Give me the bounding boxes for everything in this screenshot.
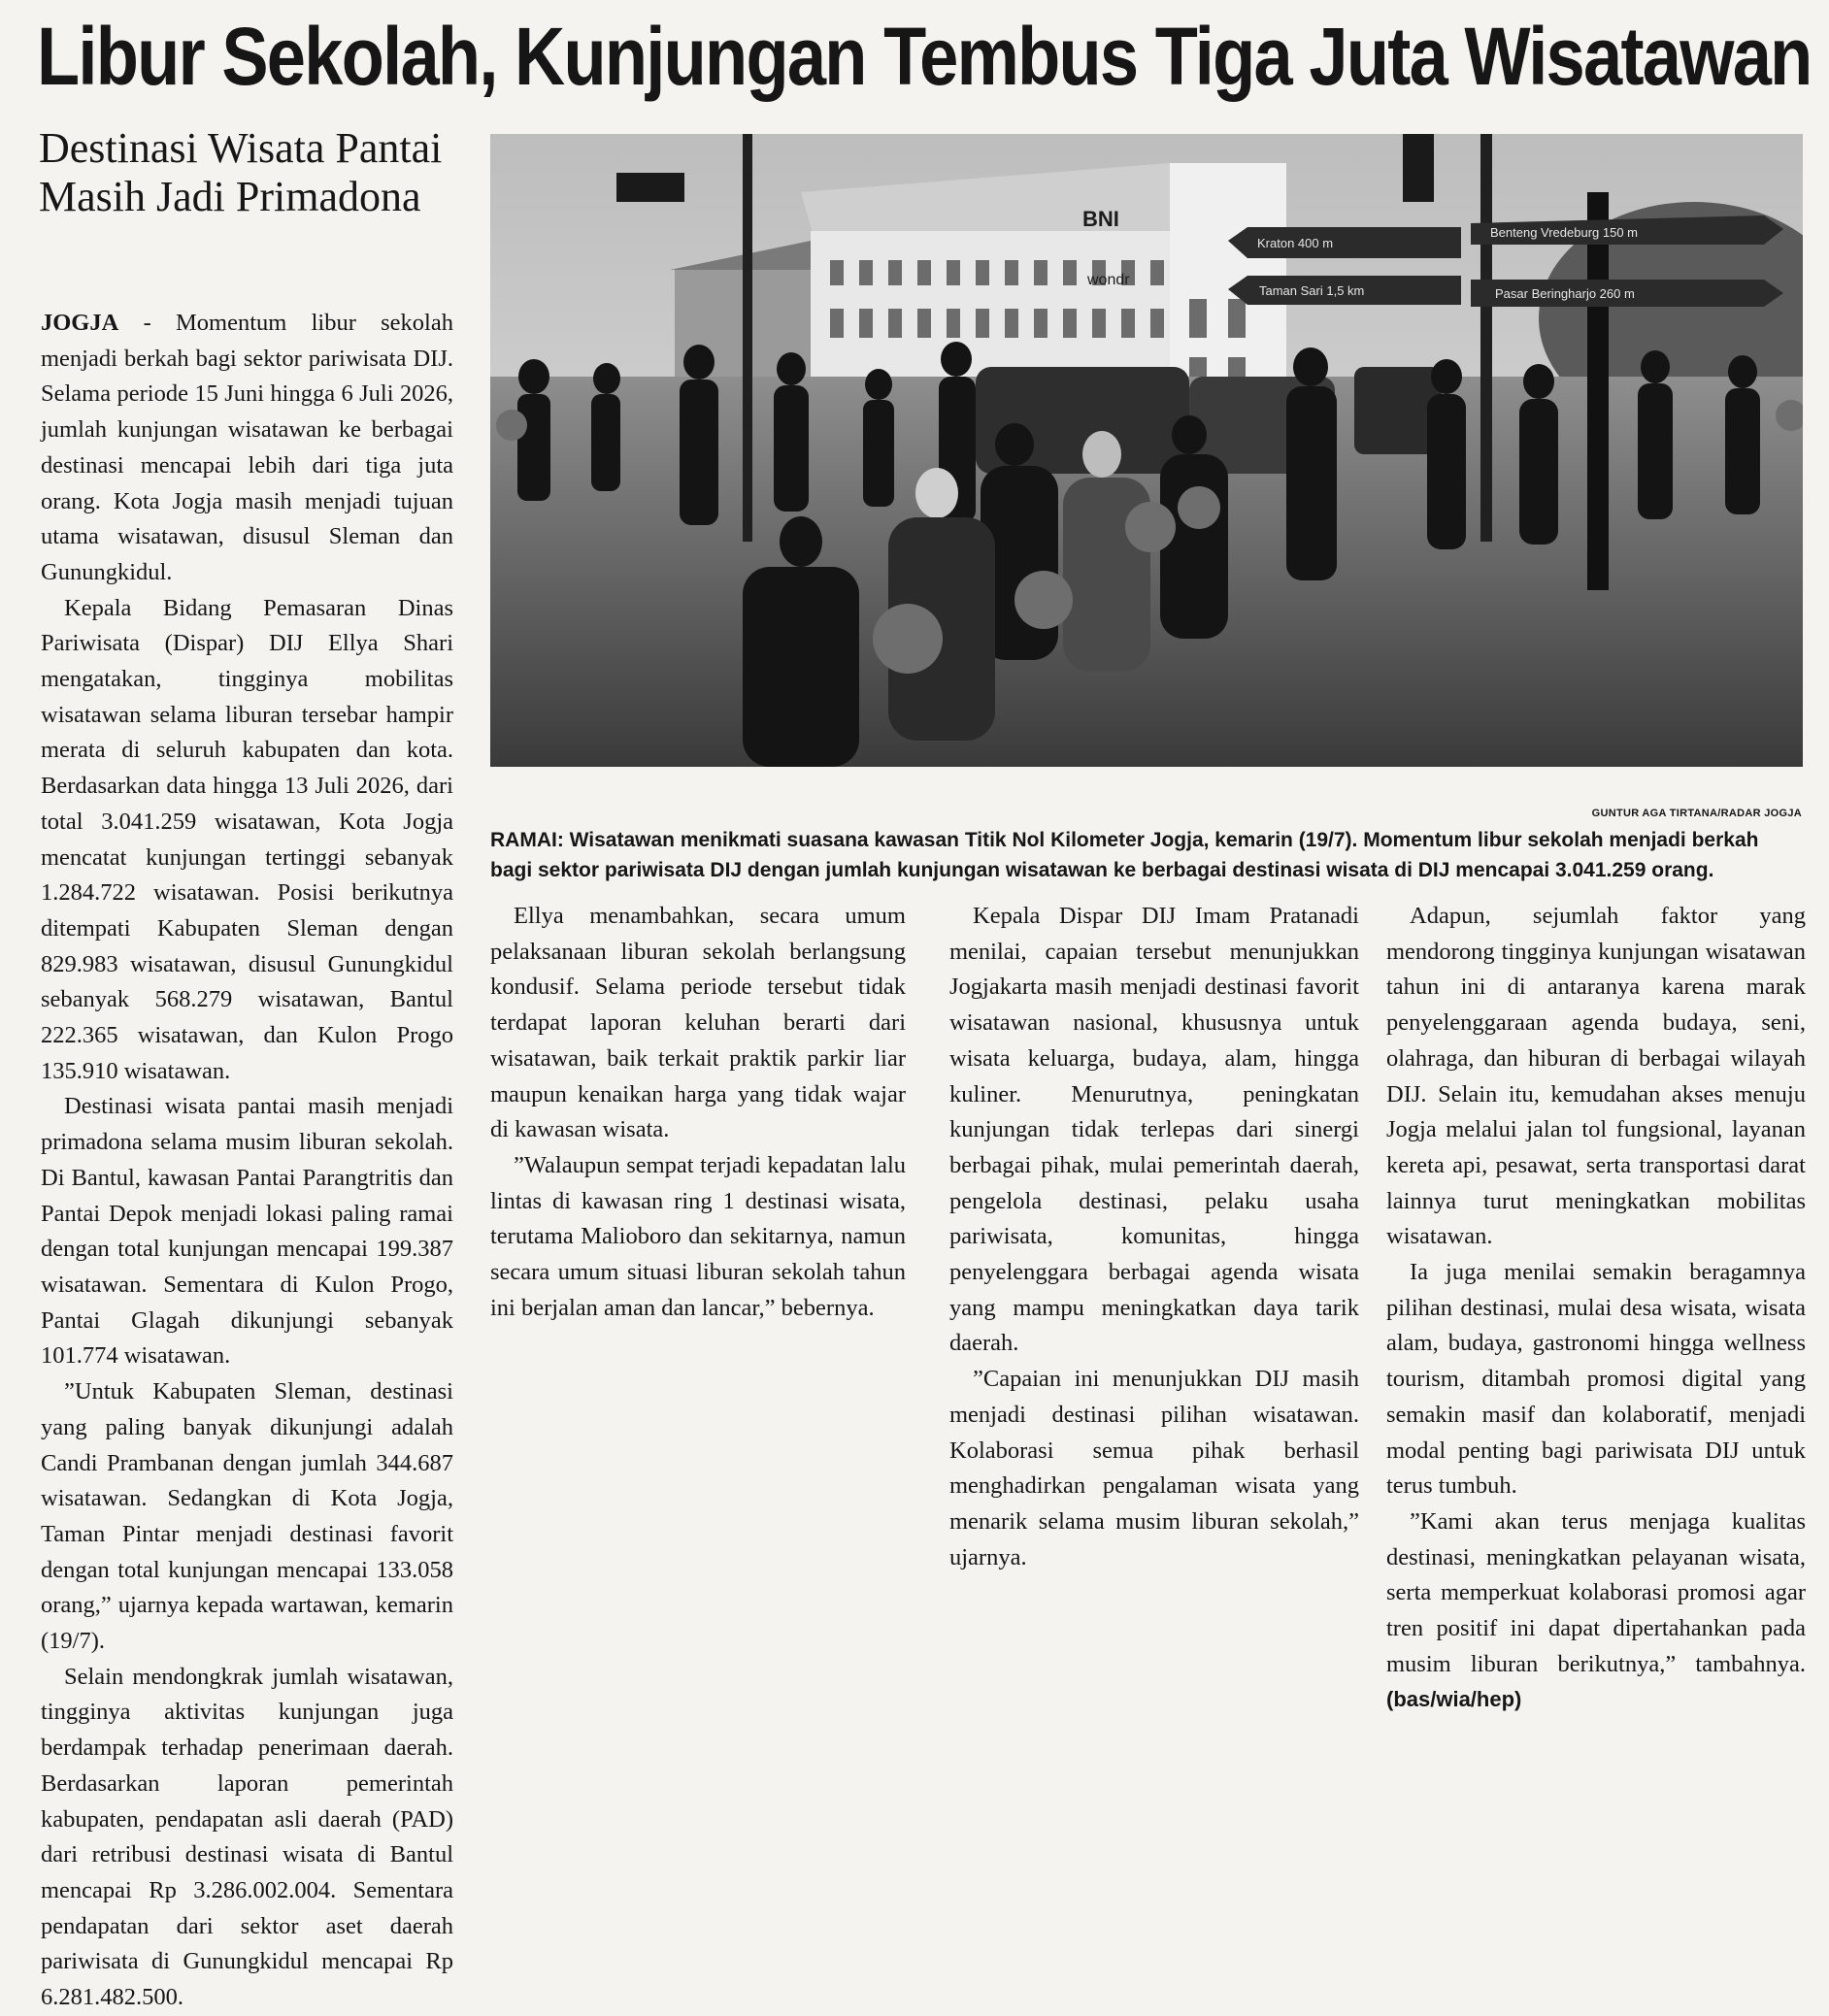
bni-sign: BNI: [1082, 207, 1119, 231]
photo-caption: RAMAI: Wisatawan menikmati suasana kawasan Titik Nol Kilometer Jogja, kemarin (19/7). Momentum libur sekolah menjadi berkah bagi sektor pariwisata DIJ dengan jumlah kunjungan wisatawan ke berbagai destinasi wisata di DIJ mencapai 3.041.259 orang.: [490, 829, 1759, 881]
store-sign: wondr: [1087, 272, 1130, 288]
paragraph: Ia juga menilai semakin beragamnya pilihan destinasi, mulai desa wisata, wisata alam, budaya, gastronomi hingga wellness tourism, ditambah promosi digital yang semakin masif dan kolaboratif, menjadi modal penting bagi pariwisata DIJ untuk terus tumbuh.: [1386, 1259, 1806, 1500]
article-column-1: [41, 306, 453, 2016]
svg-text:Kraton 400 m: Kraton 400 m: [1257, 236, 1334, 250]
lead-paragraph: [41, 306, 453, 591]
headline: Libur Sekolah, Kunjungan Tembus Tiga Juta Wisatawan: [37, 11, 1812, 102]
dateline: JOGJA: [41, 310, 119, 336]
paragraph: Selain mendongkrak jumlah wisatawan, tingginya aktivitas kunjungan juga berdampak terhadap penerimaan daerah. Berdasarkan laporan pemerintah kabupaten, pendapatan asli daerah (PAD) dari retribusi destinasi wisata di Bantul mencapai Rp 3.286.002.004. Sementara pendapatan dari sektor aset daerah pariwisata di Gunungkidul mencapai Rp 6.281.482.500.: [41, 1663, 453, 2011]
photo-credit: GUNTUR AGA TIRTANA/RADAR JOGJA: [1591, 808, 1802, 819]
article-column-2: [490, 899, 906, 1326]
news-photo: [490, 134, 1803, 767]
paragraph: Kepala Bidang Pemasaran Dinas Pariwisata (Dispar) DIJ Ellya Shari mengatakan, tingginya mobilitas wisatawan selama liburan tersebar hampir merata di seluruh kabupaten dan kota. Berdasarkan data hingga 13 Juli 2026, dari total 3.041.259 wisatawan, Kota Jogja mencatat kunjungan tertinggi sebanyak 1.284.722 wisatawan. Posisi berikutnya ditempati Kabupaten Sleman dengan 829.983 wisatawan, disusul Gunungkidul sebanyak 568.279 wisatawan, Bantul 222.365 wisatawan, dan Kulon Progo 135.910 wisatawan.: [41, 594, 453, 1084]
svg-text:Taman Sari 1,5 km: Taman Sari 1,5 km: [1259, 283, 1365, 298]
paragraph: - Momentum libur sekolah menjadi berkah bagi sektor pariwisata DIJ. Selama periode 15 Juni hingga 6 Juli 2026, jumlah kunjungan wisatawan ke berbagai destinasi mencapai lebih dari tiga juta orang. Kota Jogja masih menjadi tujuan utama wisatawan, disusul Sleman dan Gunungkidul.: [41, 310, 453, 585]
paragraph: Adapun, sejumlah faktor yang mendorong tingginya kunjungan wisatawan tahun ini di antaranya karena marak penyelenggaraan agenda budaya, seni, olahraga, dan hiburan di berbagai wilayah DIJ. Selain itu, kemudahan akses menuju Jogja melalui jalan tol fungsional, layanan kereta api, pesawat, serta transportasi darat lainnya turut meningkatkan mobilitas wisatawan.: [1386, 903, 1806, 1250]
paragraph: ”Untuk Kabupaten Sleman, destinasi yang paling banyak dikunjungi adalah Candi Prambanan dengan jumlah 344.687 wisatawan. Sedangkan di Kota Jogja, Taman Pintar menjadi destinasi favorit dengan total kunjungan mencapai 133.058 orang,” ujarnya kepada wartawan, kemarin (19/7).: [41, 1378, 453, 1655]
svg-text:Benteng Vredeburg 150 m: Benteng Vredeburg 150 m: [1490, 225, 1639, 240]
paragraph: Ellya menambahkan, secara umum pelaksanaan liburan sekolah berlangsung kondusif. Selama periode tersebut tidak terdapat laporan keluhan berarti dari wisatawan, baik terkait praktik parkir liar maupun kenaikan harga yang tidak wajar di kawasan wisata.: [490, 903, 906, 1143]
article-column-4: [1386, 899, 1806, 1718]
paragraph: Destinasi wisata pantai masih menjadi primadona selama musim liburan sekolah. Di Bantul, kawasan Pantai Parangtritis dan Pantai Depok menjadi lokasi paling ramai dengan total kunjungan mencapai 199.387 wisatawan. Sementara di Kulon Progo, Pantai Glagah dikunjungi sebanyak 101.774 wisatawan.: [41, 1093, 453, 1370]
paragraph: Kepala Dispar DIJ Imam Pratanadi menilai, capaian tersebut menunjukkan Jogjakarta masih menjadi destinasi favorit wisatawan nasional, khususnya untuk wisata keluarga, budaya, alam, hingga kuliner. Menurutnya, peningkatan kunjungan tidak terlepas dari sinergi berbagai pihak, mulai pemerintah daerah, pengelola destinasi, pelaku usaha pariwisata, komunitas, hingga penyelenggara berbagai agenda wisata yang mampu meningkatkan daya tarik daerah.: [949, 903, 1359, 1357]
author-signature: (bas/wia/hep): [1386, 1687, 1522, 1712]
paragraph: ”Walaupun sempat terjadi kepadatan lalu lintas di kawasan ring 1 destinasi wisata, terutama Malioboro dan sekitarnya, namun secara umum situasi liburan sekolah tahun ini berjalan aman dan lancar,” bebernya.: [490, 1151, 906, 1321]
svg-text:Pasar Beringharjo 260 m: Pasar Beringharjo 260 m: [1495, 286, 1635, 301]
paragraph: ”Kami akan terus menjaga kualitas destinasi, meningkatkan pelayanan wisata, serta memperkuat kolaborasi promosi agar tren positif ini dapat dipertahankan pada musim liburan berikutnya,” tambahnya. (bas/wia/hep): [1386, 1507, 1806, 1712]
subheadline: Destinasi Wisata Pantai Masih Jadi Primadona: [39, 124, 443, 220]
article-column-3: [949, 899, 1359, 1575]
paragraph: ”Capaian ini menunjukkan DIJ masih menjadi destinasi pilihan wisatawan. Kolaborasi semua pihak berhasil menghadirkan pengalaman wisata yang menarik selama musim liburan sekolah,” ujarnya.: [949, 1366, 1359, 1570]
